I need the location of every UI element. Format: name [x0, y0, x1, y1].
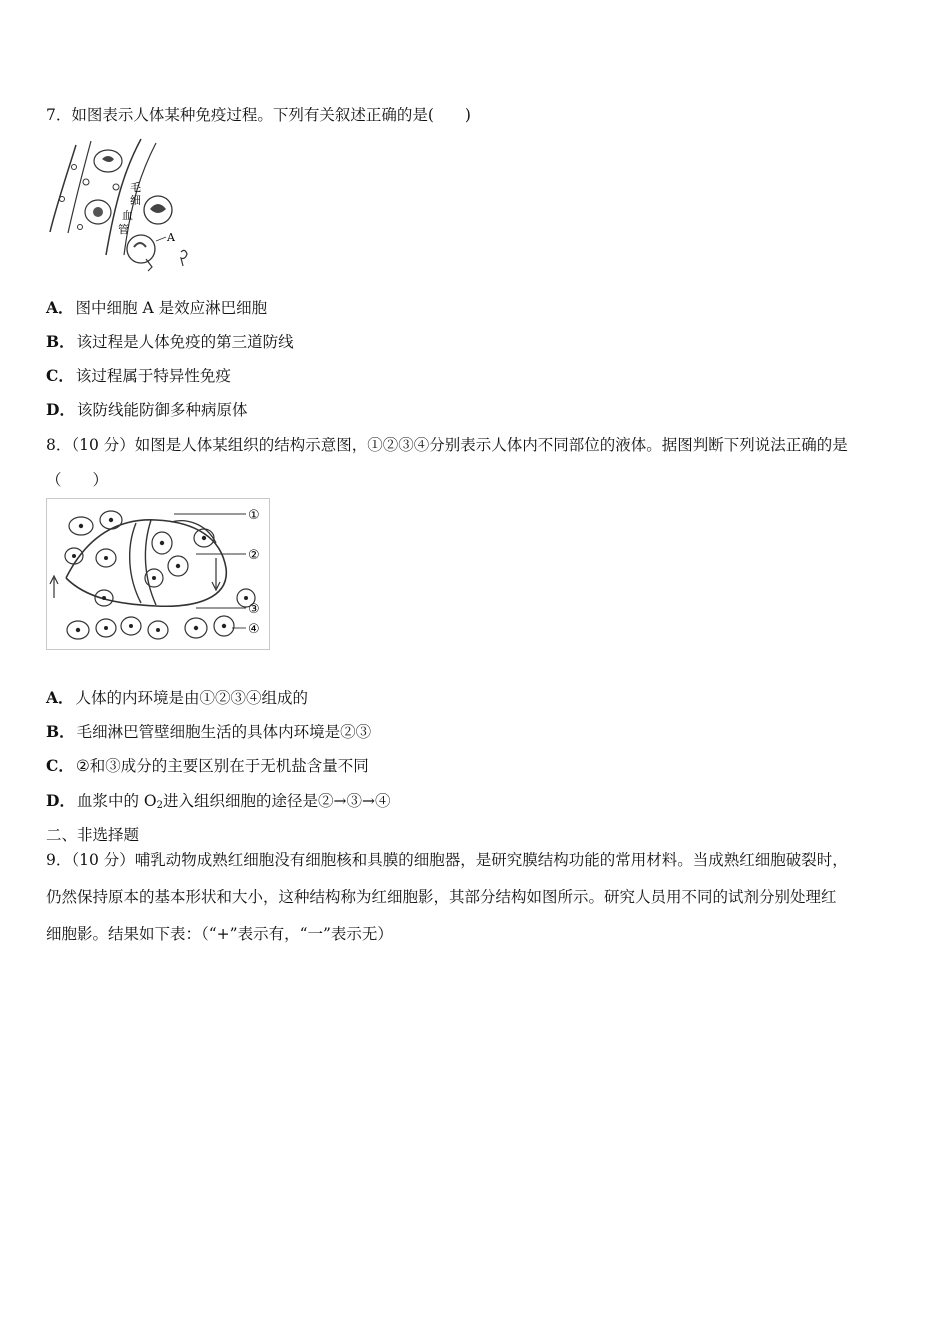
q8-label-1: ①: [248, 508, 260, 523]
q7-option-a: A． 图中细胞 A 是效应淋巴细胞: [46, 298, 268, 317]
q9-line1: 9．（10 分）哺乳动物成熟红细胞没有细胞核和具膜的细胞器，是研究膜结构功能的常用材料。当成熟红细胞破裂时，: [46, 851, 848, 869]
q9-line2: 仍然保持原本的基本形状和大小，这种结构称为红细胞影，其部分结构如图所示。研究人员用不同的试剂分别处理红: [46, 888, 837, 906]
q7-label-guan: 管: [118, 223, 129, 236]
q7-label-a: A: [167, 231, 175, 244]
q8-label-2: ②: [248, 548, 260, 563]
q8-option-a: A． 人体的内环境是由①②③④组成的: [46, 688, 309, 707]
q7-label-xue: 血: [122, 209, 133, 222]
q8-stem-line2: （ ）: [46, 471, 109, 489]
q8-label-4: ④: [248, 622, 260, 637]
q7-label-xi: 细: [130, 194, 141, 207]
q9-line3: 细胞影。结果如下表：（“+”表示有，“一”表示无）: [46, 925, 393, 943]
q7-option-d: D． 该防线能防御多种病原体: [46, 400, 248, 419]
q8-option-d: D． 血浆中的 $O_2$进入组织细胞的途径是②→③→④: [46, 791, 391, 811]
section-title: 二、非选择题: [46, 826, 140, 844]
q7-option-b: B． 该过程是人体免疫的第三道防线: [46, 332, 294, 351]
q8-label-3: ③: [248, 602, 260, 617]
q7-option-c: C． 该过程属于特异性免疫: [46, 366, 231, 385]
q7-immune-figure: [46, 137, 196, 275]
q8-tissue-figure: [46, 498, 270, 650]
q7-stem: 7．如图表示人体某种免疫过程。下列有关叙述正确的是( ): [46, 106, 471, 124]
q8-option-b: B． 毛细淋巴管壁细胞生活的具体内环境是②③: [46, 722, 372, 741]
q8-stem-line1: 8．（10 分）如图是人体某组织的结构示意图，①②③④分别表示人体内不同部位的液体。据图判断下列说法正确的是: [46, 436, 848, 454]
q7-label-mao: 毛: [130, 181, 141, 194]
q8-option-c: C． ②和③成分的主要区别在于无机盐含量不同: [46, 756, 369, 775]
